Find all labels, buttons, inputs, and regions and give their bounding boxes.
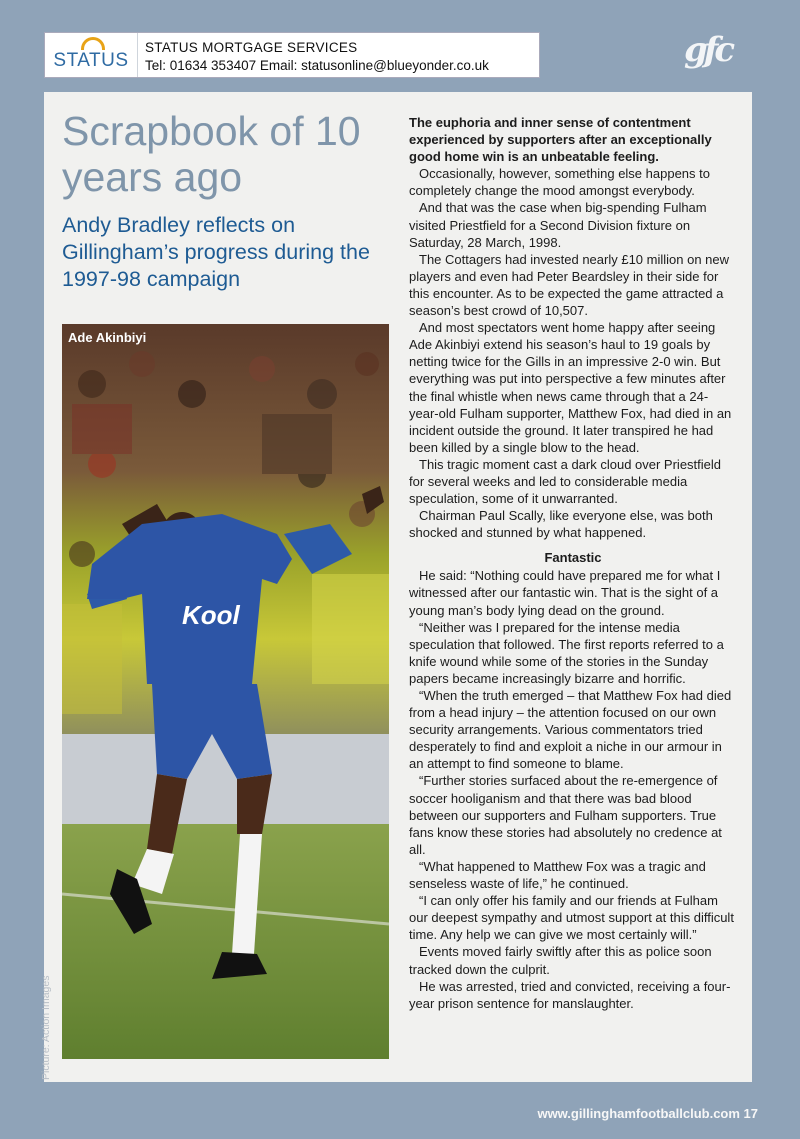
player-photo-illustration bbox=[62, 324, 389, 1059]
page-title: Scrapbook of 10 years ago bbox=[62, 108, 361, 200]
logo-arc-icon bbox=[81, 37, 105, 50]
article-paragraph: He was arrested, tried and convicted, receiving a four-year prison sentence for manslaughter. bbox=[409, 978, 731, 1011]
article-paragraph: “I can only offer his family and our friends at Fulham our deepest sympathy and utmost support at this difficult time. Any help we can give we most certainly will.” bbox=[409, 893, 734, 943]
advert-company: STATUS MORTGAGE SERVICES bbox=[145, 40, 358, 55]
article-paragraph: Chairman Paul Scally, like everyone else, was both shocked and stunned by what happened. bbox=[409, 508, 713, 541]
player-photo bbox=[62, 324, 389, 1059]
article-subheading: Fantastic bbox=[544, 550, 602, 566]
article-paragraph: And that was the case when big-spending Fulham visited Priestfield for a Second Division fixture on Saturday, 28 March, 1998. bbox=[409, 200, 707, 250]
article-body bbox=[409, 114, 737, 1012]
article-paragraph: “What happened to Matthew Fox was a tragic and senseless waste of life,” he continued. bbox=[409, 858, 706, 892]
article-paragraph: “Further stories surfaced about the re-emergence of soccer hooliganism and that there was bad blood between our supporters and Fulham supporters. True fans know these stories had absolutely no credence at all. bbox=[409, 773, 722, 857]
article-paragraph: The Cottagers had invested nearly £10 million on new players and even had Peter Beardsley in their side for this encounter. As to be expected the game attracted a season’s best crowd of 10,507. bbox=[409, 251, 730, 319]
logo-text: STATUS bbox=[53, 50, 129, 71]
article-paragraph: He said: “Nothing could have prepared me for what I witnessed after our fantastic win. That is the sight of a young man’s body lying dead on the ground. bbox=[409, 568, 721, 618]
club-monogram: gfc bbox=[684, 30, 732, 70]
shirt-sponsor-text: Kool bbox=[182, 600, 240, 630]
page-subtitle: Andy Bradley reflects on Gillingham’s progress during the 1997-98 campaign bbox=[62, 213, 370, 291]
photo-caption: Ade Akinbiyi bbox=[68, 330, 147, 345]
article-paragraph: This tragic moment cast a dark cloud over Priestfield for several weeks and led to considerable media speculation, some of it unwarranted. bbox=[409, 456, 722, 507]
footer-url-page: www.gillinghamfootballclub.com 17 bbox=[537, 1106, 758, 1121]
article-paragraph: Occasionally, however, something else happens to completely change the mood amongst everybody. bbox=[409, 166, 710, 199]
advert-contact: Tel: 01634 353407 Email: statusonline@blueyonder.co.uk bbox=[145, 58, 489, 73]
article-paragraph: “When the truth emerged – that Matthew Fox had died from a head injury – the attention focused on our own security arrangements. Various commentators tried desperately to find and exploit a niche in our armour in an attempt to find someone to blame. bbox=[409, 688, 732, 772]
article-paragraph: “Neither was I prepared for the intense media speculation that followed. The first reports referred to a knife wound while some of the stories in the Sunday papers became increasingly bizarre and horrific. bbox=[409, 619, 724, 686]
article-paragraph: And most spectators went home happy after seeing Ade Akinbiyi extend his season’s haul to 19 goals by netting twice for the Gills in an impressive 2-0 win. But everything was put into perspective a few minutes after the final whistle when news came through that a 24-year-old Fulham supporter, Matthew Fox, had died in an incident outside the ground. It later transpired he had been killed by a single blow to the head. bbox=[409, 320, 732, 455]
photo-credit: Picture: Action Images bbox=[40, 975, 52, 1080]
advert-banner bbox=[44, 32, 540, 78]
status-logo bbox=[45, 33, 138, 77]
article-paragraph: Events moved fairly swiftly after this as police soon tracked down the culprit. bbox=[409, 944, 712, 977]
article-lead: The euphoria and inner sense of contentment experienced by supporters after an exceptionally good home win is an unbeatable feeling. bbox=[409, 115, 712, 165]
